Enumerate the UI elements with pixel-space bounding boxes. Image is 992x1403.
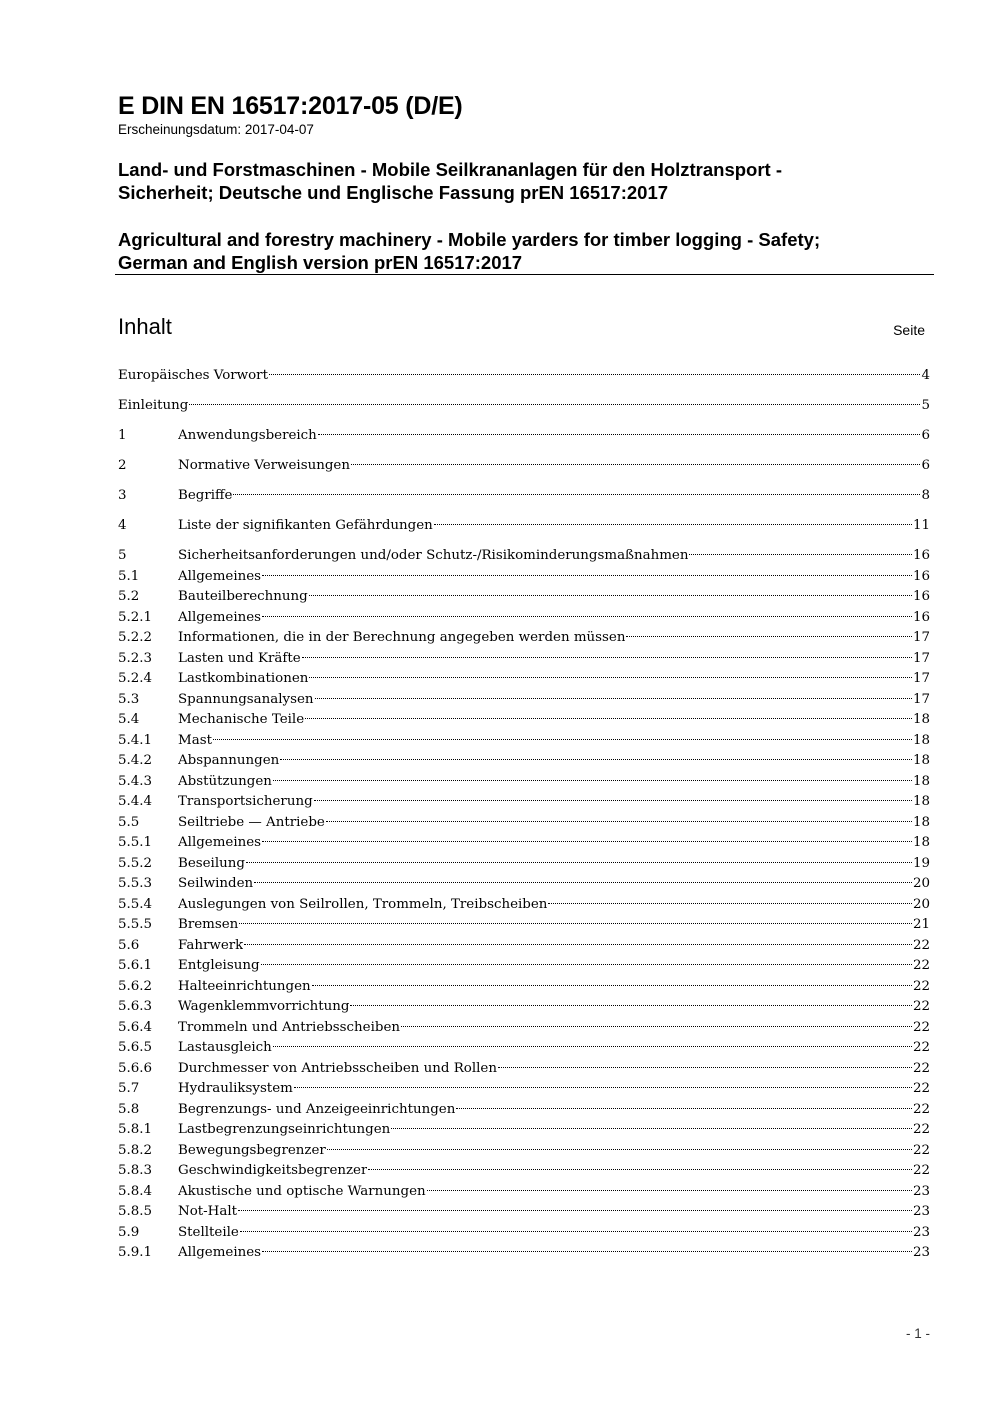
toc-entry[interactable]: [118, 398, 930, 419]
title-german-line: Land- und Forstmaschinen - Mobile Seilkrananlagen für den Holztransport -: [118, 159, 783, 180]
toc-entry[interactable]: [118, 1102, 930, 1123]
toc-entry-title: Abstützungen: [178, 773, 272, 789]
publication-date: Erscheinungsdatum: 2017-04-07: [118, 122, 314, 137]
toc-entry-number: 5.8.2: [118, 1142, 153, 1158]
toc-entry-number: 5.5.2: [118, 855, 153, 871]
toc-dot-leader: [312, 985, 912, 986]
toc-entry-page: 16: [912, 548, 930, 563]
toc-dot-leader: [302, 657, 912, 658]
toc-entry-number: 5.4.4: [118, 794, 153, 809]
toc-dot-leader: [318, 434, 921, 435]
toc-dot-leader: [401, 1026, 912, 1027]
toc-entry-page: 16: [912, 589, 930, 604]
toc-entry-number: 5.6.1: [118, 958, 153, 973]
toc-dot-leader: [239, 923, 912, 924]
toc-entry-number: 1: [118, 428, 127, 443]
toc-entry-page: 22: [912, 1101, 930, 1117]
toc-page-column-label: Seite: [893, 322, 925, 338]
document-id: E DIN EN 16517:2017-05 (D/E): [118, 92, 463, 120]
toc-entry-page: 4: [921, 368, 930, 383]
toc-entry[interactable]: [118, 938, 930, 959]
page-number: - 1 -: [905, 1326, 930, 1341]
toc-entry-number: 5.5.4: [118, 896, 153, 912]
toc-entry-page: 22: [912, 978, 930, 994]
title-german: [118, 158, 938, 204]
toc-entry-title: Mechanische Teile: [178, 712, 305, 727]
title-english: [118, 228, 938, 274]
toc-dot-leader: [246, 862, 912, 863]
toc-dot-leader: [262, 841, 912, 842]
toc-entry[interactable]: [118, 774, 930, 795]
toc-entry-number: 5.3: [118, 691, 140, 707]
toc-entry[interactable]: [118, 1061, 930, 1082]
toc-entry-number: 5.6.4: [118, 1019, 153, 1035]
toc-entry-number: 5.2: [118, 589, 140, 604]
toc-entry[interactable]: [118, 917, 930, 938]
toc-entry-page: 8: [921, 488, 930, 503]
toc-entry-title: Allgemeines: [178, 1245, 262, 1260]
toc-entry-title: Informationen, die in der Berechnung angegeben werden müssen: [178, 630, 626, 645]
toc-entry[interactable]: [118, 999, 930, 1020]
toc-dot-leader: [350, 1005, 911, 1006]
toc-entry[interactable]: [118, 1184, 930, 1205]
toc-entry-title: Stellteile: [178, 1224, 239, 1240]
title-english-line: Agricultural and forestry machinery - Mobile yarders for timber logging - Safety;: [118, 229, 821, 250]
toc-entry-number: 5.2.2: [118, 630, 153, 645]
toc-dot-leader: [548, 903, 912, 904]
toc-entry-title: Bremsen: [178, 917, 239, 932]
toc-entry-page: 18: [912, 835, 930, 850]
toc-entry-title: Seiltriebe — Antriebe: [178, 814, 325, 830]
toc-entry-title: Entgleisung: [178, 958, 260, 973]
toc-entry-page: 16: [912, 609, 930, 625]
toc-entry-page: 22: [912, 999, 930, 1014]
toc-entry-page: 18: [912, 773, 930, 789]
toc-entry-title: Begriffe: [178, 488, 233, 503]
toc-entry[interactable]: [118, 1225, 930, 1246]
toc-entry-title: Lasten und Kräfte: [178, 650, 301, 666]
toc-dot-leader: [254, 882, 912, 883]
toc-entry-title: Beseilung: [178, 855, 245, 871]
toc-dot-leader: [427, 1190, 912, 1191]
toc-entry-page: 17: [912, 691, 930, 707]
toc-dot-leader: [240, 1231, 912, 1232]
toc-entry-page: 18: [912, 732, 930, 748]
toc-entry-number: 5.6.6: [118, 1060, 153, 1076]
toc-entry-page: 23: [912, 1224, 930, 1240]
toc-entry-title: Abspannungen: [178, 753, 280, 768]
toc-entry-page: 18: [912, 814, 930, 830]
toc-entry-title: Geschwindigkeitsbegrenzer: [178, 1163, 368, 1178]
toc-dot-leader: [238, 1210, 912, 1211]
toc-entry-number: 5.8.1: [118, 1122, 153, 1137]
toc-entry-title: Allgemeines: [178, 609, 262, 625]
title-divider: [115, 274, 934, 275]
toc-entry-page: 19: [912, 855, 930, 871]
toc-entry-title: Mast: [178, 732, 212, 748]
toc-entry-title: Spannungsanalysen: [178, 691, 314, 707]
toc-entry-page: 22: [912, 1122, 930, 1137]
toc-entry-number: 5.1: [118, 568, 140, 584]
toc-entry-title: Lastausgleich: [178, 1040, 272, 1055]
toc-entry[interactable]: [118, 979, 930, 1000]
toc-entry-page: 17: [912, 630, 930, 645]
toc-dot-leader: [498, 1067, 912, 1068]
toc-entry[interactable]: [118, 589, 930, 610]
toc-dot-leader: [273, 1046, 912, 1047]
toc-entry[interactable]: [118, 876, 930, 897]
toc-entry-number: 5.9.1: [118, 1245, 153, 1260]
toc-entry-number: 5.8: [118, 1101, 140, 1117]
toc-entry-page: 22: [912, 1060, 930, 1076]
toc-entry-page: 6: [921, 428, 930, 443]
toc-entry[interactable]: [118, 488, 930, 509]
toc-entry[interactable]: [118, 651, 930, 672]
toc-entry[interactable]: [118, 368, 930, 389]
toc-entry[interactable]: [118, 753, 930, 774]
toc-heading: Inhalt: [118, 314, 172, 339]
toc-entry-number: 5.4.1: [118, 732, 153, 748]
toc-entry-title: Seilwinden: [178, 876, 254, 891]
toc-entry-title: Akustische und optische Warnungen: [178, 1183, 426, 1199]
toc-entry-number: 3: [118, 488, 127, 503]
toc-entry-number: 5.2.3: [118, 650, 153, 666]
toc-entry-page: 23: [912, 1204, 930, 1219]
toc-entry[interactable]: [118, 518, 930, 539]
toc-entry-page: 22: [912, 1040, 930, 1055]
toc-entry-title: Fahrwerk: [178, 937, 244, 953]
toc-entry[interactable]: [118, 794, 930, 815]
toc-dot-leader: [309, 677, 912, 678]
toc-entry-number: 5.8.4: [118, 1183, 153, 1199]
toc-entry[interactable]: [118, 630, 930, 651]
toc-entry-title: Transportsicherung: [178, 794, 313, 809]
toc-entry[interactable]: [118, 897, 930, 918]
toc-entry[interactable]: [118, 1163, 930, 1184]
toc-entry[interactable]: [118, 458, 930, 479]
toc-dot-leader: [305, 718, 912, 719]
toc-entry-page: 23: [912, 1245, 930, 1260]
table-of-contents: [118, 368, 930, 1266]
toc-entry-page: 22: [912, 1081, 930, 1096]
toc-entry-title: Begrenzungs- und Anzeigeeinrichtungen: [178, 1101, 456, 1117]
toc-entry-number: 5.8.5: [118, 1204, 153, 1219]
toc-entry-number: 5.5.1: [118, 835, 153, 850]
toc-entry-title: Normative Verweisungen: [178, 458, 350, 473]
toc-entry-title: Durchmesser von Antriebsscheiben und Rollen: [178, 1060, 497, 1076]
toc-entry-page: 18: [912, 712, 930, 727]
toc-dot-leader: [315, 698, 912, 699]
toc-entry-title: Bewegungsbegrenzer: [178, 1142, 326, 1158]
toc-entry-page: 11: [912, 518, 930, 533]
toc-entry-title: Trommeln und Antriebsscheiben: [178, 1019, 401, 1035]
toc-entry-title: Allgemeines: [178, 568, 262, 584]
toc-entry-title: Europäisches Vorwort: [118, 368, 268, 383]
toc-entry-number: 5.5.5: [118, 917, 153, 932]
toc-entry[interactable]: [118, 1204, 930, 1225]
toc-entry-number: 5.6.3: [118, 999, 153, 1014]
toc-dot-leader: [626, 636, 912, 637]
toc-entry[interactable]: [118, 569, 930, 590]
toc-entry-number: 5.6.2: [118, 978, 153, 994]
toc-entry[interactable]: [118, 1040, 930, 1061]
toc-entry[interactable]: [118, 958, 930, 979]
toc-entry-title: Not-Halt: [178, 1204, 238, 1219]
toc-entry-title: Halteeinrichtungen: [178, 978, 311, 994]
toc-entry[interactable]: [118, 856, 930, 877]
toc-entry-page: 20: [912, 896, 930, 912]
toc-dot-leader: [273, 780, 912, 781]
toc-entry[interactable]: [118, 835, 930, 856]
toc-entry-number: 5.6.5: [118, 1040, 153, 1055]
toc-entry[interactable]: [118, 428, 930, 449]
toc-entry-title: Wagenklemmvorrichtung: [178, 999, 350, 1014]
toc-entry-number: 5.2.4: [118, 671, 153, 686]
toc-dot-leader: [456, 1108, 912, 1109]
toc-entry-title: Hydrauliksystem: [178, 1081, 293, 1096]
toc-dot-leader: [261, 964, 912, 965]
toc-dot-leader: [262, 1251, 912, 1252]
toc-dot-leader: [314, 800, 912, 801]
toc-entry[interactable]: [118, 1020, 930, 1041]
toc-entry-page: 17: [912, 671, 930, 686]
toc-entry-title: Sicherheitsanforderungen und/oder Schutz-/Risikominderungsmaßnahmen: [178, 548, 689, 563]
toc-dot-leader: [327, 1149, 912, 1150]
toc-dot-leader: [326, 821, 912, 822]
toc-entry-number: 5.5.3: [118, 876, 153, 891]
toc-entry[interactable]: [118, 610, 930, 631]
toc-entry-number: 5.9: [118, 1224, 140, 1240]
toc-dot-leader: [689, 554, 911, 555]
toc-dot-leader: [233, 494, 920, 495]
toc-entry-title: Anwendungsbereich: [178, 428, 317, 443]
toc-entry-number: 4: [118, 518, 127, 533]
toc-entry[interactable]: [118, 1122, 930, 1143]
toc-entry-number: 5.4: [118, 712, 140, 727]
toc-entry-number: 2: [118, 458, 127, 473]
toc-entry[interactable]: [118, 548, 930, 569]
toc-entry-number: 5.5: [118, 814, 140, 830]
toc-entry-title: Liste der signifikanten Gefährdungen: [178, 518, 433, 533]
toc-entry-number: 5.6: [118, 937, 140, 953]
toc-entry-title: Einleitung: [118, 398, 189, 413]
toc-entry-page: 17: [912, 650, 930, 666]
toc-dot-leader: [280, 759, 912, 760]
toc-dot-leader: [434, 524, 912, 525]
toc-entry-page: 22: [912, 958, 930, 973]
title-german-line: Sicherheit; Deutsche und Englische Fassung prEN 16517:2017: [118, 182, 669, 203]
toc-entry-page: 22: [912, 1163, 930, 1178]
toc-entry-number: 5.2.1: [118, 609, 153, 625]
toc-dot-leader: [262, 616, 912, 617]
toc-entry[interactable]: [118, 712, 930, 733]
toc-entry-page: 18: [912, 753, 930, 768]
toc-entry-number: 5.7: [118, 1081, 140, 1096]
toc-entry[interactable]: [118, 815, 930, 836]
toc-entry-page: 22: [912, 1019, 930, 1035]
toc-dot-leader: [309, 595, 912, 596]
toc-entry-page: 18: [912, 794, 930, 809]
toc-entry-title: Allgemeines: [178, 835, 262, 850]
toc-entry-title: Lastbegrenzungseinrichtungen: [178, 1122, 391, 1137]
toc-entry[interactable]: [118, 1143, 930, 1164]
title-english-line: German and English version prEN 16517:2017: [118, 252, 523, 273]
toc-entry-number: 5.4.2: [118, 753, 153, 768]
toc-entry-page: 22: [912, 1142, 930, 1158]
toc-entry-title: Auslegungen von Seilrollen, Trommeln, Treibscheiben: [178, 896, 548, 912]
toc-entry-page: 23: [912, 1183, 930, 1199]
toc-dot-leader: [244, 944, 912, 945]
toc-entry-page: 16: [912, 568, 930, 584]
toc-entry-title: Lastkombinationen: [178, 671, 309, 686]
toc-dot-leader: [189, 404, 920, 405]
toc-entry-page: 5: [921, 398, 930, 413]
toc-dot-leader: [294, 1087, 912, 1088]
toc-dot-leader: [213, 739, 912, 740]
toc-dot-leader: [391, 1128, 912, 1129]
toc-entry-number: 5.4.3: [118, 773, 153, 789]
toc-entry-number: 5.8.3: [118, 1163, 153, 1178]
toc-entry-page: 21: [912, 917, 930, 932]
toc-entry-page: 22: [912, 937, 930, 953]
toc-dot-leader: [368, 1169, 912, 1170]
toc-dot-leader: [351, 464, 921, 465]
toc-entry-page: 6: [921, 458, 930, 473]
toc-entry-number: 5: [118, 548, 127, 563]
toc-entry[interactable]: [118, 692, 930, 713]
toc-entry-page: 20: [912, 876, 930, 891]
toc-entry[interactable]: [118, 1245, 930, 1266]
toc-entry[interactable]: [118, 733, 930, 754]
toc-entry-title: Bauteilberechnung: [178, 589, 308, 604]
toc-entry[interactable]: [118, 671, 930, 692]
toc-entry[interactable]: [118, 1081, 930, 1102]
toc-dot-leader: [262, 575, 912, 576]
toc-dot-leader: [269, 374, 921, 375]
